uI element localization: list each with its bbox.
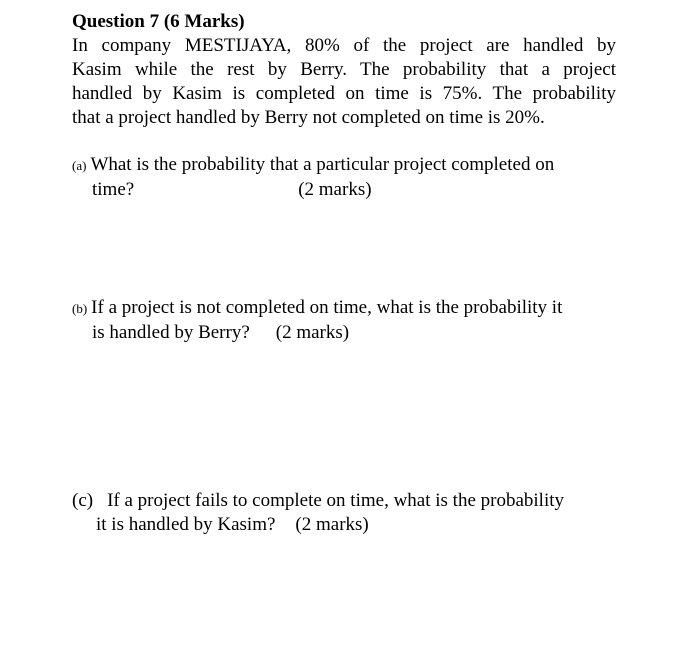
part-b-text-line1: If a project is not completed on time, what is the probability it xyxy=(91,297,563,318)
part-b-marker: (b) xyxy=(72,301,88,316)
part-a-marks: (2 marks) xyxy=(298,179,372,200)
part-b-marks: (2 marks) xyxy=(275,322,350,343)
intro-line: In company MESTIJAYA, 80% of the project are handled by xyxy=(72,35,616,56)
part-c-marker: (c) xyxy=(72,490,94,511)
part-c xyxy=(72,489,564,537)
intro-line: that a project handled by Berry not completed on time is 20%. xyxy=(72,107,545,128)
part-a xyxy=(72,153,554,202)
part-c-marks: (2 marks) xyxy=(295,514,369,535)
question-intro xyxy=(72,34,616,130)
part-a-text-line1: What is the probability that a particular project completed on xyxy=(90,154,555,175)
part-a-text-line2: time? xyxy=(92,179,135,200)
intro-line: Kasim while the rest by Berry. The probability that a project xyxy=(72,59,616,80)
part-c-text-line1: If a project fails to complete on time, what is the probability xyxy=(107,490,565,511)
part-b-text-line2: is handled by Berry? xyxy=(92,322,250,343)
question-title: Question 7 (6 Marks) xyxy=(72,11,245,32)
intro-line: handled by Kasim is completed on time is 75%. The probability xyxy=(72,83,616,104)
part-c-text-line2: it is handled by Kasim? xyxy=(96,514,276,535)
part-b xyxy=(72,296,562,345)
part-a-marker: (a) xyxy=(72,158,87,173)
